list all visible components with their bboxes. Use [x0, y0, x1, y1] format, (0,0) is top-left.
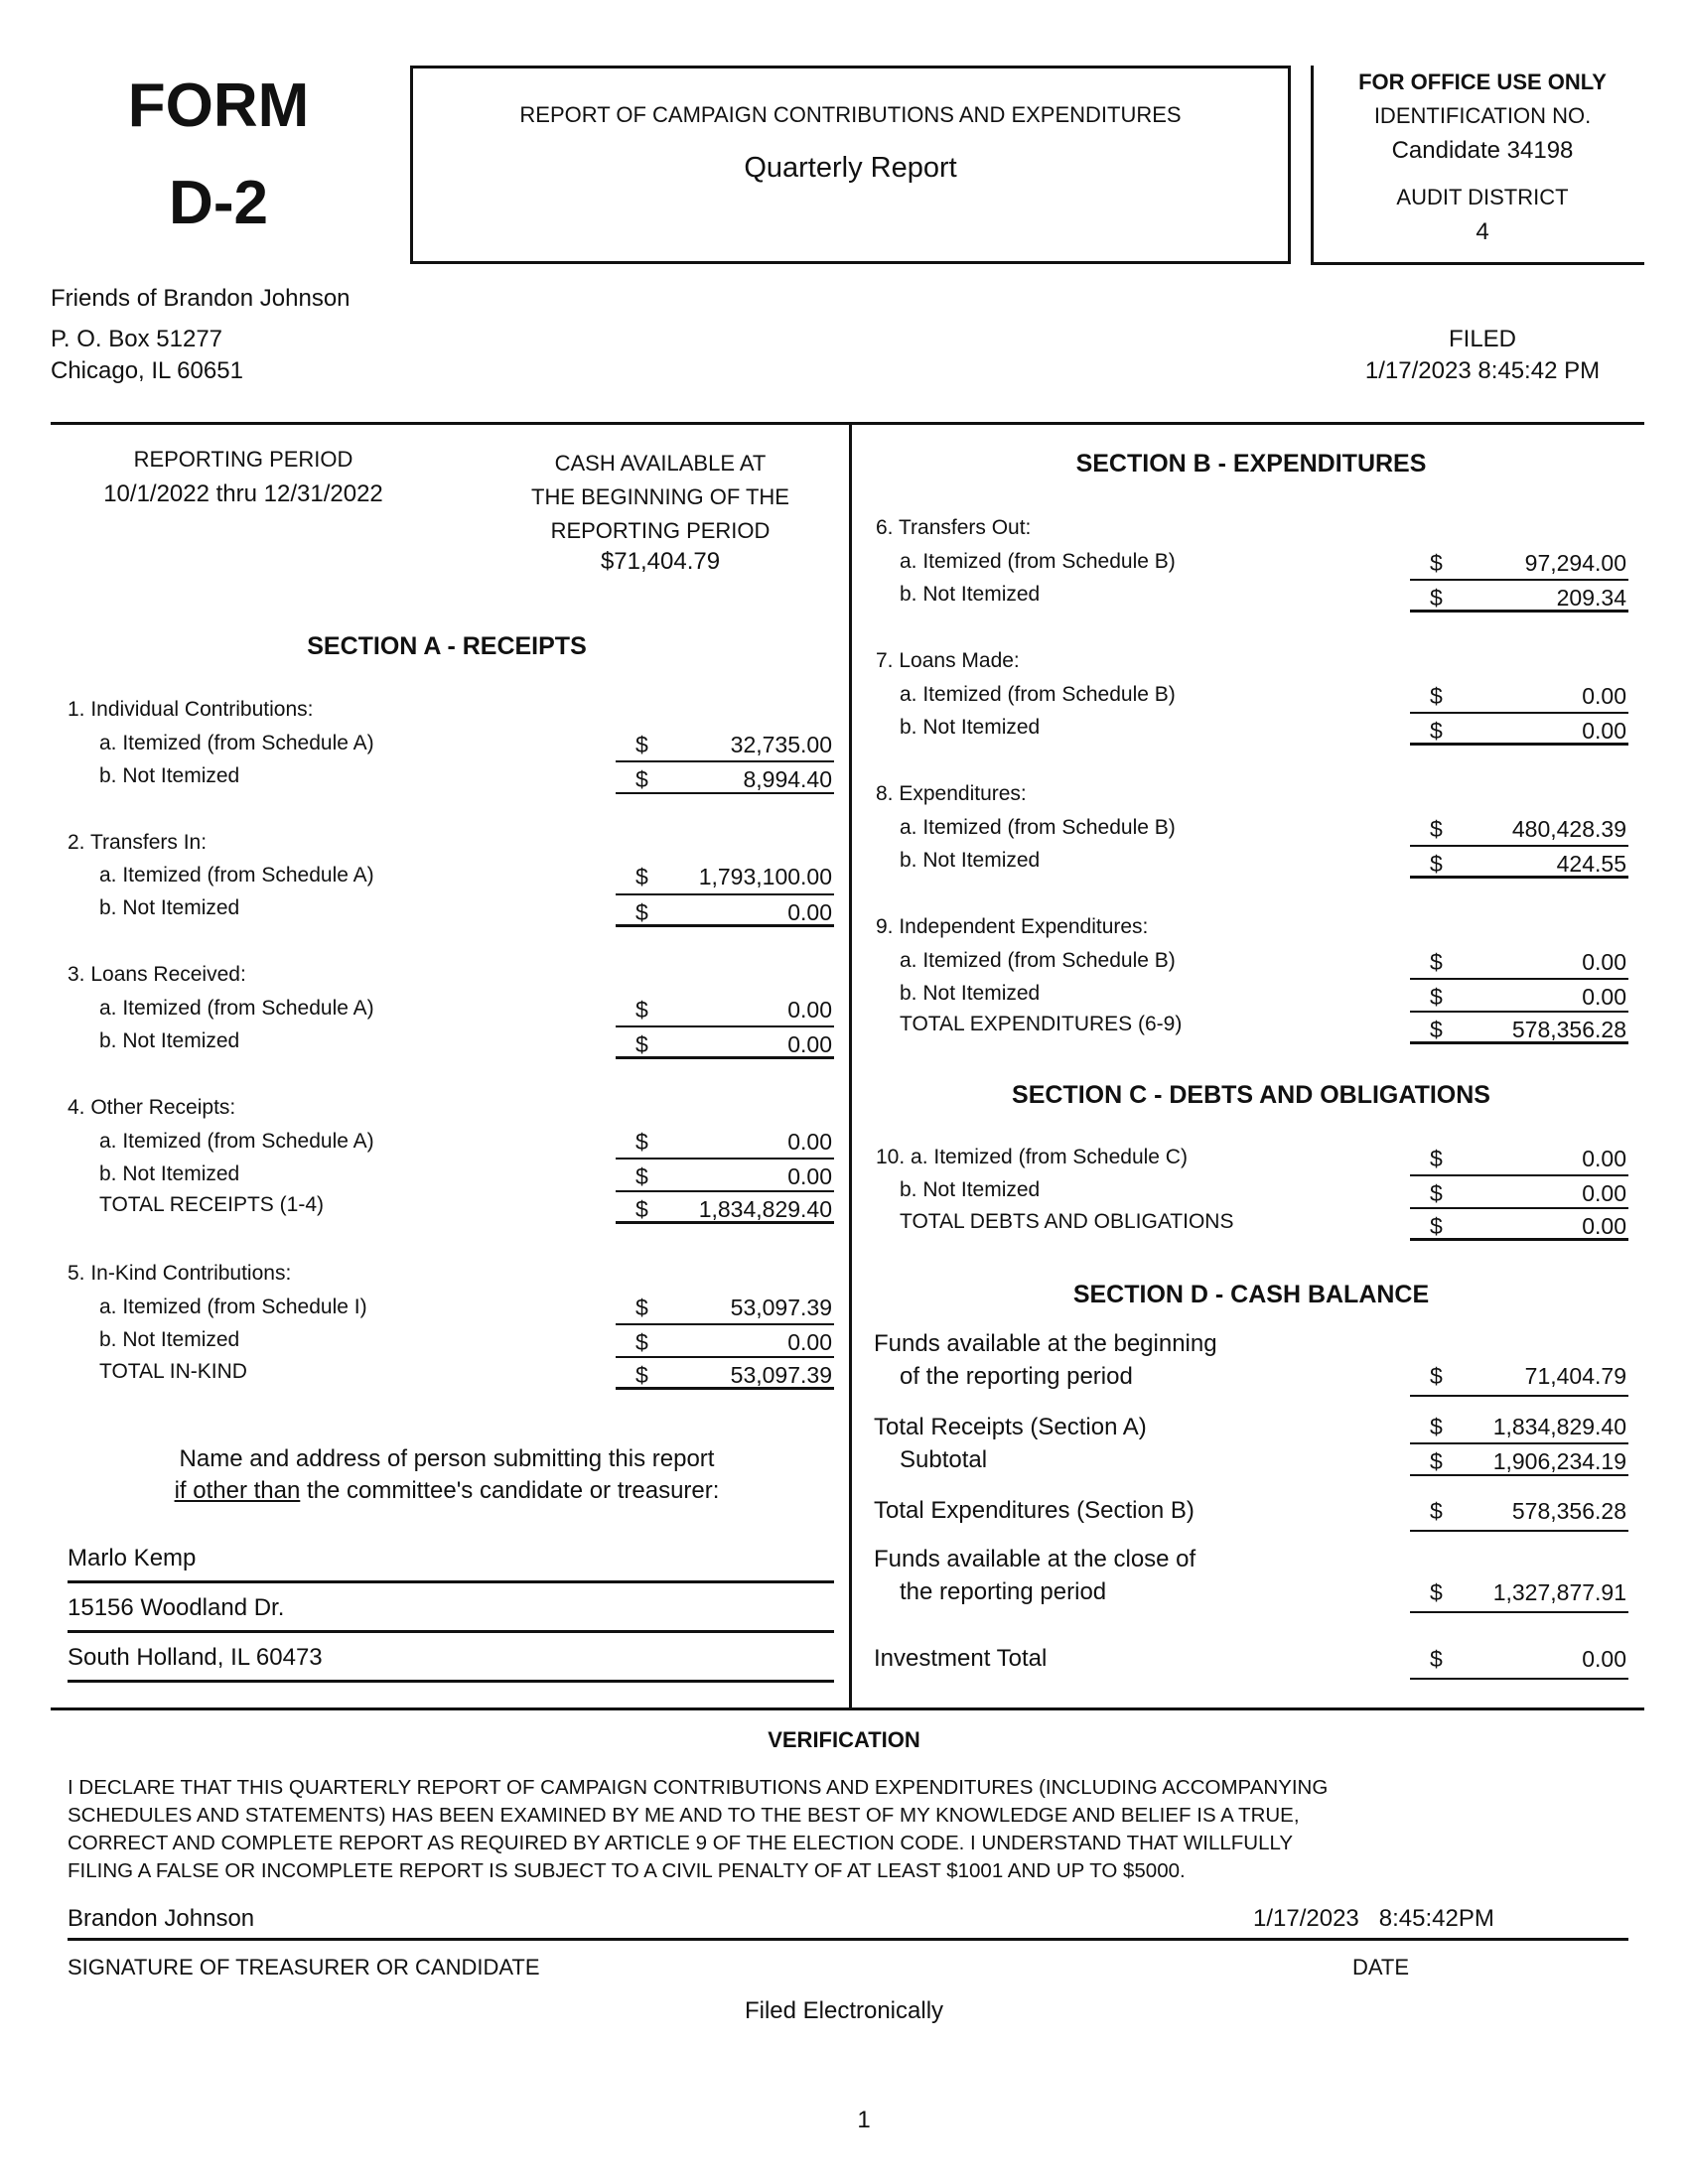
currency-symbol: $ — [1430, 1146, 1443, 1171]
currency-symbol: $ — [1430, 550, 1443, 576]
currency-symbol: $ — [1430, 851, 1443, 877]
row-label: b. Not Itemized — [900, 583, 1041, 606]
signature-line — [68, 1938, 1628, 1941]
receipt-4b-amount — [616, 1158, 834, 1191]
row-label: a. Itemized (from Schedule I) — [99, 1296, 367, 1318]
submitter-instruction-rest: the committee's candidate or treasurer: — [300, 1477, 720, 1504]
funds-close-label-line1: Funds available at the close of — [874, 1546, 1196, 1572]
row-label: b. Not Itemized — [900, 1178, 1041, 1201]
section-b-title: SECTION B - EXPENDITURES — [1075, 450, 1427, 478]
currency-symbol: $ — [635, 899, 648, 925]
submitter-instruction-underlined: if other than — [174, 1477, 301, 1504]
amount-value: 1,834,829.40 — [1492, 1414, 1626, 1439]
currency-symbol: $ — [1430, 1180, 1443, 1206]
funds-begin-label-line2: of the reporting period — [900, 1363, 1133, 1390]
row-label: 7. Loans Made: — [876, 649, 1020, 672]
report-title-box — [410, 66, 1291, 264]
committee-name: Friends of Brandon Johnson — [51, 285, 351, 312]
expend-9b-amount — [1410, 978, 1628, 1012]
receipt-1a-amount — [616, 728, 834, 761]
row-label: TOTAL DEBTS AND OBLIGATIONS — [900, 1210, 1234, 1233]
form-label-line1: FORM — [127, 71, 310, 140]
total-expenditures-b-label: Total Expenditures (Section B) — [874, 1497, 1195, 1524]
committee-address-line2: Chicago, IL 60651 — [51, 357, 243, 384]
form-number: D-2 — [169, 169, 268, 237]
row-label: b. Not Itemized — [99, 896, 240, 919]
total-receipts-amount — [616, 1190, 834, 1224]
amount-value: 0.00 — [1582, 718, 1626, 744]
subtotal-amount — [1410, 1442, 1628, 1476]
verification-line3: CORRECT AND COMPLETE REPORT AS REQUIRED BY ARTICLE 9 OF THE ELECTION CODE. I UNDERSTAND THAT WILLFULLY — [68, 1832, 1294, 1854]
amount-value: 0.00 — [787, 997, 832, 1023]
amount-value: 1,906,234.19 — [1492, 1448, 1626, 1474]
amount-value: 0.00 — [1582, 949, 1626, 975]
total-expenditures-amount — [1410, 1011, 1628, 1044]
funds-close-amount — [1410, 1575, 1628, 1613]
amount-value: 0.00 — [787, 1329, 832, 1355]
row-label: a. Itemized (from Schedule B) — [900, 949, 1176, 972]
currency-symbol: $ — [635, 1196, 648, 1222]
row-label: b. Not Itemized — [900, 716, 1041, 739]
amount-value: 0.00 — [1582, 683, 1626, 709]
verification-line4: FILING A FALSE OR INCOMPLETE REPORT IS SUBJECT TO A CIVIL PENALTY OF AT LEAST $1001 AND UP TO $5000. — [68, 1859, 1186, 1882]
expend-6a-amount — [1410, 546, 1628, 580]
subtotal-label: Subtotal — [900, 1446, 988, 1473]
row-label: TOTAL IN-KIND — [99, 1360, 247, 1383]
receipt-4a-amount — [616, 1125, 834, 1159]
currency-symbol: $ — [635, 732, 648, 757]
signer-name: Brandon Johnson — [68, 1905, 255, 1932]
amount-value: 1,327,877.91 — [1492, 1579, 1626, 1605]
currency-symbol: $ — [1430, 949, 1443, 975]
id-label: IDENTIFICATION NO. — [1373, 103, 1592, 128]
receipt-3b-amount — [616, 1025, 834, 1059]
row-label: 10. a. Itemized (from Schedule C) — [876, 1146, 1188, 1168]
total-receipts-a-label: Total Receipts (Section A) — [874, 1414, 1147, 1440]
amount-value: 1,793,100.00 — [698, 864, 832, 889]
row-label: 4. Other Receipts: — [68, 1096, 236, 1119]
row-label: b. Not Itemized — [900, 982, 1041, 1005]
row-label: a. Itemized (from Schedule A) — [99, 864, 374, 887]
currency-symbol: $ — [1430, 1448, 1443, 1474]
amount-value: 97,294.00 — [1524, 550, 1626, 576]
cash-available-label-line3: REPORTING PERIOD — [550, 518, 771, 543]
amount-value: 32,735.00 — [730, 732, 832, 757]
currency-symbol: $ — [1430, 1017, 1443, 1042]
report-type: Quarterly Report — [744, 152, 957, 184]
amount-value: 480,428.39 — [1511, 816, 1626, 842]
submitter-instruction-line1: Name and address of person submitting this report — [179, 1445, 715, 1472]
office-box-bottom-border — [1311, 262, 1644, 265]
expend-8a-amount — [1410, 812, 1628, 846]
submitter-street-text: 15156 Woodland Dr. — [68, 1594, 285, 1621]
amount-value: 578,356.28 — [1511, 1498, 1626, 1524]
row-label: a. Itemized (from Schedule B) — [900, 816, 1176, 839]
signature-label: SIGNATURE OF TREASURER OR CANDIDATE — [68, 1955, 540, 1979]
amount-value: 0.00 — [1582, 984, 1626, 1010]
row-label: b. Not Itemized — [99, 1162, 240, 1185]
row-label: a. Itemized (from Schedule B) — [900, 683, 1176, 706]
currency-symbol: $ — [635, 1362, 648, 1388]
amount-value: 0.00 — [787, 899, 832, 925]
body-bottom-divider — [51, 1707, 1644, 1710]
submitter-name — [68, 1545, 834, 1583]
section-c-title: SECTION C - DEBTS AND OBLIGATIONS — [1012, 1081, 1490, 1109]
currency-symbol: $ — [1430, 1363, 1443, 1389]
total-receipts-a-amount — [1410, 1410, 1628, 1443]
office-use-title: FOR OFFICE USE ONLY — [1358, 69, 1607, 94]
date-label: DATE — [1352, 1955, 1410, 1979]
receipt-2b-amount — [616, 893, 834, 927]
submitter-instruction-line2 — [60, 1477, 834, 1505]
currency-symbol: $ — [1430, 585, 1443, 611]
currency-symbol: $ — [635, 1129, 648, 1155]
currency-symbol: $ — [635, 997, 648, 1023]
receipt-1b-amount — [616, 760, 834, 794]
debt-10b-amount — [1410, 1174, 1628, 1208]
amount-value: 0.00 — [787, 1031, 832, 1057]
row-label: 8. Expenditures: — [876, 782, 1027, 805]
row-label: b. Not Itemized — [99, 1029, 240, 1052]
form-label — [79, 71, 357, 238]
id-value: Candidate 34198 — [1391, 137, 1574, 164]
amount-value: 0.00 — [787, 1163, 832, 1189]
reporting-period-value: 10/1/2022 thru 12/31/2022 — [103, 480, 383, 507]
column-divider — [849, 425, 852, 1707]
funds-begin-amount — [1410, 1359, 1628, 1397]
report-title: REPORT OF CAMPAIGN CONTRIBUTIONS AND EXPENDITURES — [519, 102, 1182, 127]
receipt-2a-amount — [616, 860, 834, 893]
currency-symbol: $ — [1430, 1498, 1443, 1524]
expend-9a-amount — [1410, 945, 1628, 979]
row-label: 2. Transfers In: — [68, 831, 208, 854]
expend-7a-amount — [1410, 679, 1628, 713]
amount-value: 578,356.28 — [1511, 1017, 1626, 1042]
currency-symbol: $ — [635, 864, 648, 889]
office-use-panel — [1321, 69, 1644, 246]
row-label: b. Not Itemized — [99, 764, 240, 787]
receipt-5a-amount — [616, 1291, 834, 1324]
row-label: b. Not Itemized — [900, 849, 1041, 872]
amount-value: 8,994.40 — [743, 766, 832, 792]
verification-title: VERIFICATION — [768, 1727, 920, 1752]
receipt-5b-amount — [616, 1323, 834, 1357]
reporting-period-label: REPORTING PERIOD — [133, 447, 353, 472]
investment-total-amount — [1410, 1642, 1628, 1680]
expend-7b-amount — [1410, 712, 1628, 746]
amount-value: 71,404.79 — [1524, 1363, 1626, 1389]
audit-district-label: AUDIT DISTRICT — [1396, 185, 1569, 209]
currency-symbol: $ — [1430, 1579, 1443, 1605]
amount-value: 0.00 — [1582, 1213, 1626, 1239]
page-number: 1 — [857, 2107, 871, 2133]
expend-8b-amount — [1410, 845, 1628, 879]
funds-begin-label-line1: Funds available at the beginning — [874, 1330, 1217, 1357]
committee-address-line1: P. O. Box 51277 — [51, 326, 223, 352]
amount-value: 0.00 — [1582, 1146, 1626, 1171]
office-box-left-border — [1311, 66, 1314, 264]
currency-symbol: $ — [1430, 984, 1443, 1010]
receipt-3a-amount — [616, 993, 834, 1026]
filed-label: FILED — [1448, 326, 1516, 352]
cash-available-label — [496, 447, 824, 548]
verification-line2: SCHEDULES AND STATEMENTS) HAS BEEN EXAMINED BY ME AND TO THE BEST OF MY KNOWLEDGE AND BELIEF IS A TRUE, — [68, 1804, 1300, 1827]
debt-10a-amount — [1410, 1142, 1628, 1175]
funds-close-label-line2: the reporting period — [900, 1578, 1107, 1605]
verification-line1: I DECLARE THAT THIS QUARTERLY REPORT OF CAMPAIGN CONTRIBUTIONS AND EXPENDITURES (INCLUDING ACCOMPANYING — [68, 1776, 1329, 1799]
currency-symbol: $ — [635, 766, 648, 792]
row-label: 6. Transfers Out: — [876, 516, 1032, 539]
audit-district-value: 4 — [1476, 218, 1489, 245]
submitter-city — [68, 1644, 834, 1683]
cash-available-label-line1: CASH AVAILABLE AT — [554, 451, 767, 476]
currency-symbol: $ — [635, 1329, 648, 1355]
row-label: TOTAL EXPENDITURES (6-9) — [900, 1013, 1183, 1035]
total-debts-amount — [1410, 1207, 1628, 1241]
row-label: 1. Individual Contributions: — [68, 698, 314, 721]
amount-value: 53,097.39 — [730, 1295, 832, 1320]
currency-symbol: $ — [1430, 683, 1443, 709]
amount-value: 53,097.39 — [730, 1362, 832, 1388]
submitter-street — [68, 1594, 834, 1633]
submitter-city-text: South Holland, IL 60473 — [68, 1644, 323, 1671]
row-label: a. Itemized (from Schedule B) — [900, 550, 1176, 573]
currency-symbol: $ — [635, 1031, 648, 1057]
row-label: 5. In-Kind Contributions: — [68, 1262, 292, 1285]
verification-statement — [68, 1774, 1636, 1885]
row-label: a. Itemized (from Schedule A) — [99, 732, 374, 754]
submitter-name-text: Marlo Kemp — [68, 1545, 197, 1571]
amount-value: 1,834,829.40 — [698, 1196, 832, 1222]
section-a-title: SECTION A - RECEIPTS — [307, 632, 587, 660]
filed-electronically: Filed Electronically — [744, 1997, 944, 2024]
signature-date: 1/17/2023 8:45:42PM — [1253, 1905, 1494, 1932]
currency-symbol: $ — [635, 1295, 648, 1320]
row-label: TOTAL RECEIPTS (1-4) — [99, 1193, 324, 1216]
currency-symbol: $ — [1430, 1414, 1443, 1439]
currency-symbol: $ — [1430, 1213, 1443, 1239]
row-label: b. Not Itemized — [99, 1328, 240, 1351]
section-d-title: SECTION D - CASH BALANCE — [1072, 1281, 1430, 1308]
amount-value: 0.00 — [1582, 1180, 1626, 1206]
row-label: 9. Independent Expenditures: — [876, 915, 1149, 938]
row-label: 3. Loans Received: — [68, 963, 246, 986]
investment-total-label: Investment Total — [874, 1645, 1048, 1672]
total-expenditures-b-amount — [1410, 1494, 1628, 1532]
header-divider — [51, 422, 1644, 425]
currency-symbol: $ — [1430, 1646, 1443, 1672]
amount-value: 0.00 — [1582, 1646, 1626, 1672]
currency-symbol: $ — [635, 1163, 648, 1189]
amount-value: 424.55 — [1556, 851, 1626, 877]
cash-available-value: $71,404.79 — [600, 548, 721, 575]
amount-value: 0.00 — [787, 1129, 832, 1155]
cash-available-label-line2: THE BEGINNING OF THE — [531, 484, 789, 509]
total-inkind-amount — [616, 1356, 834, 1390]
expend-6b-amount — [1410, 579, 1628, 613]
currency-symbol: $ — [1430, 816, 1443, 842]
currency-symbol: $ — [1430, 718, 1443, 744]
row-label: a. Itemized (from Schedule A) — [99, 997, 374, 1020]
row-label: a. Itemized (from Schedule A) — [99, 1130, 374, 1153]
amount-value: 209.34 — [1556, 585, 1626, 611]
filed-timestamp: 1/17/2023 8:45:42 PM — [1364, 357, 1601, 384]
